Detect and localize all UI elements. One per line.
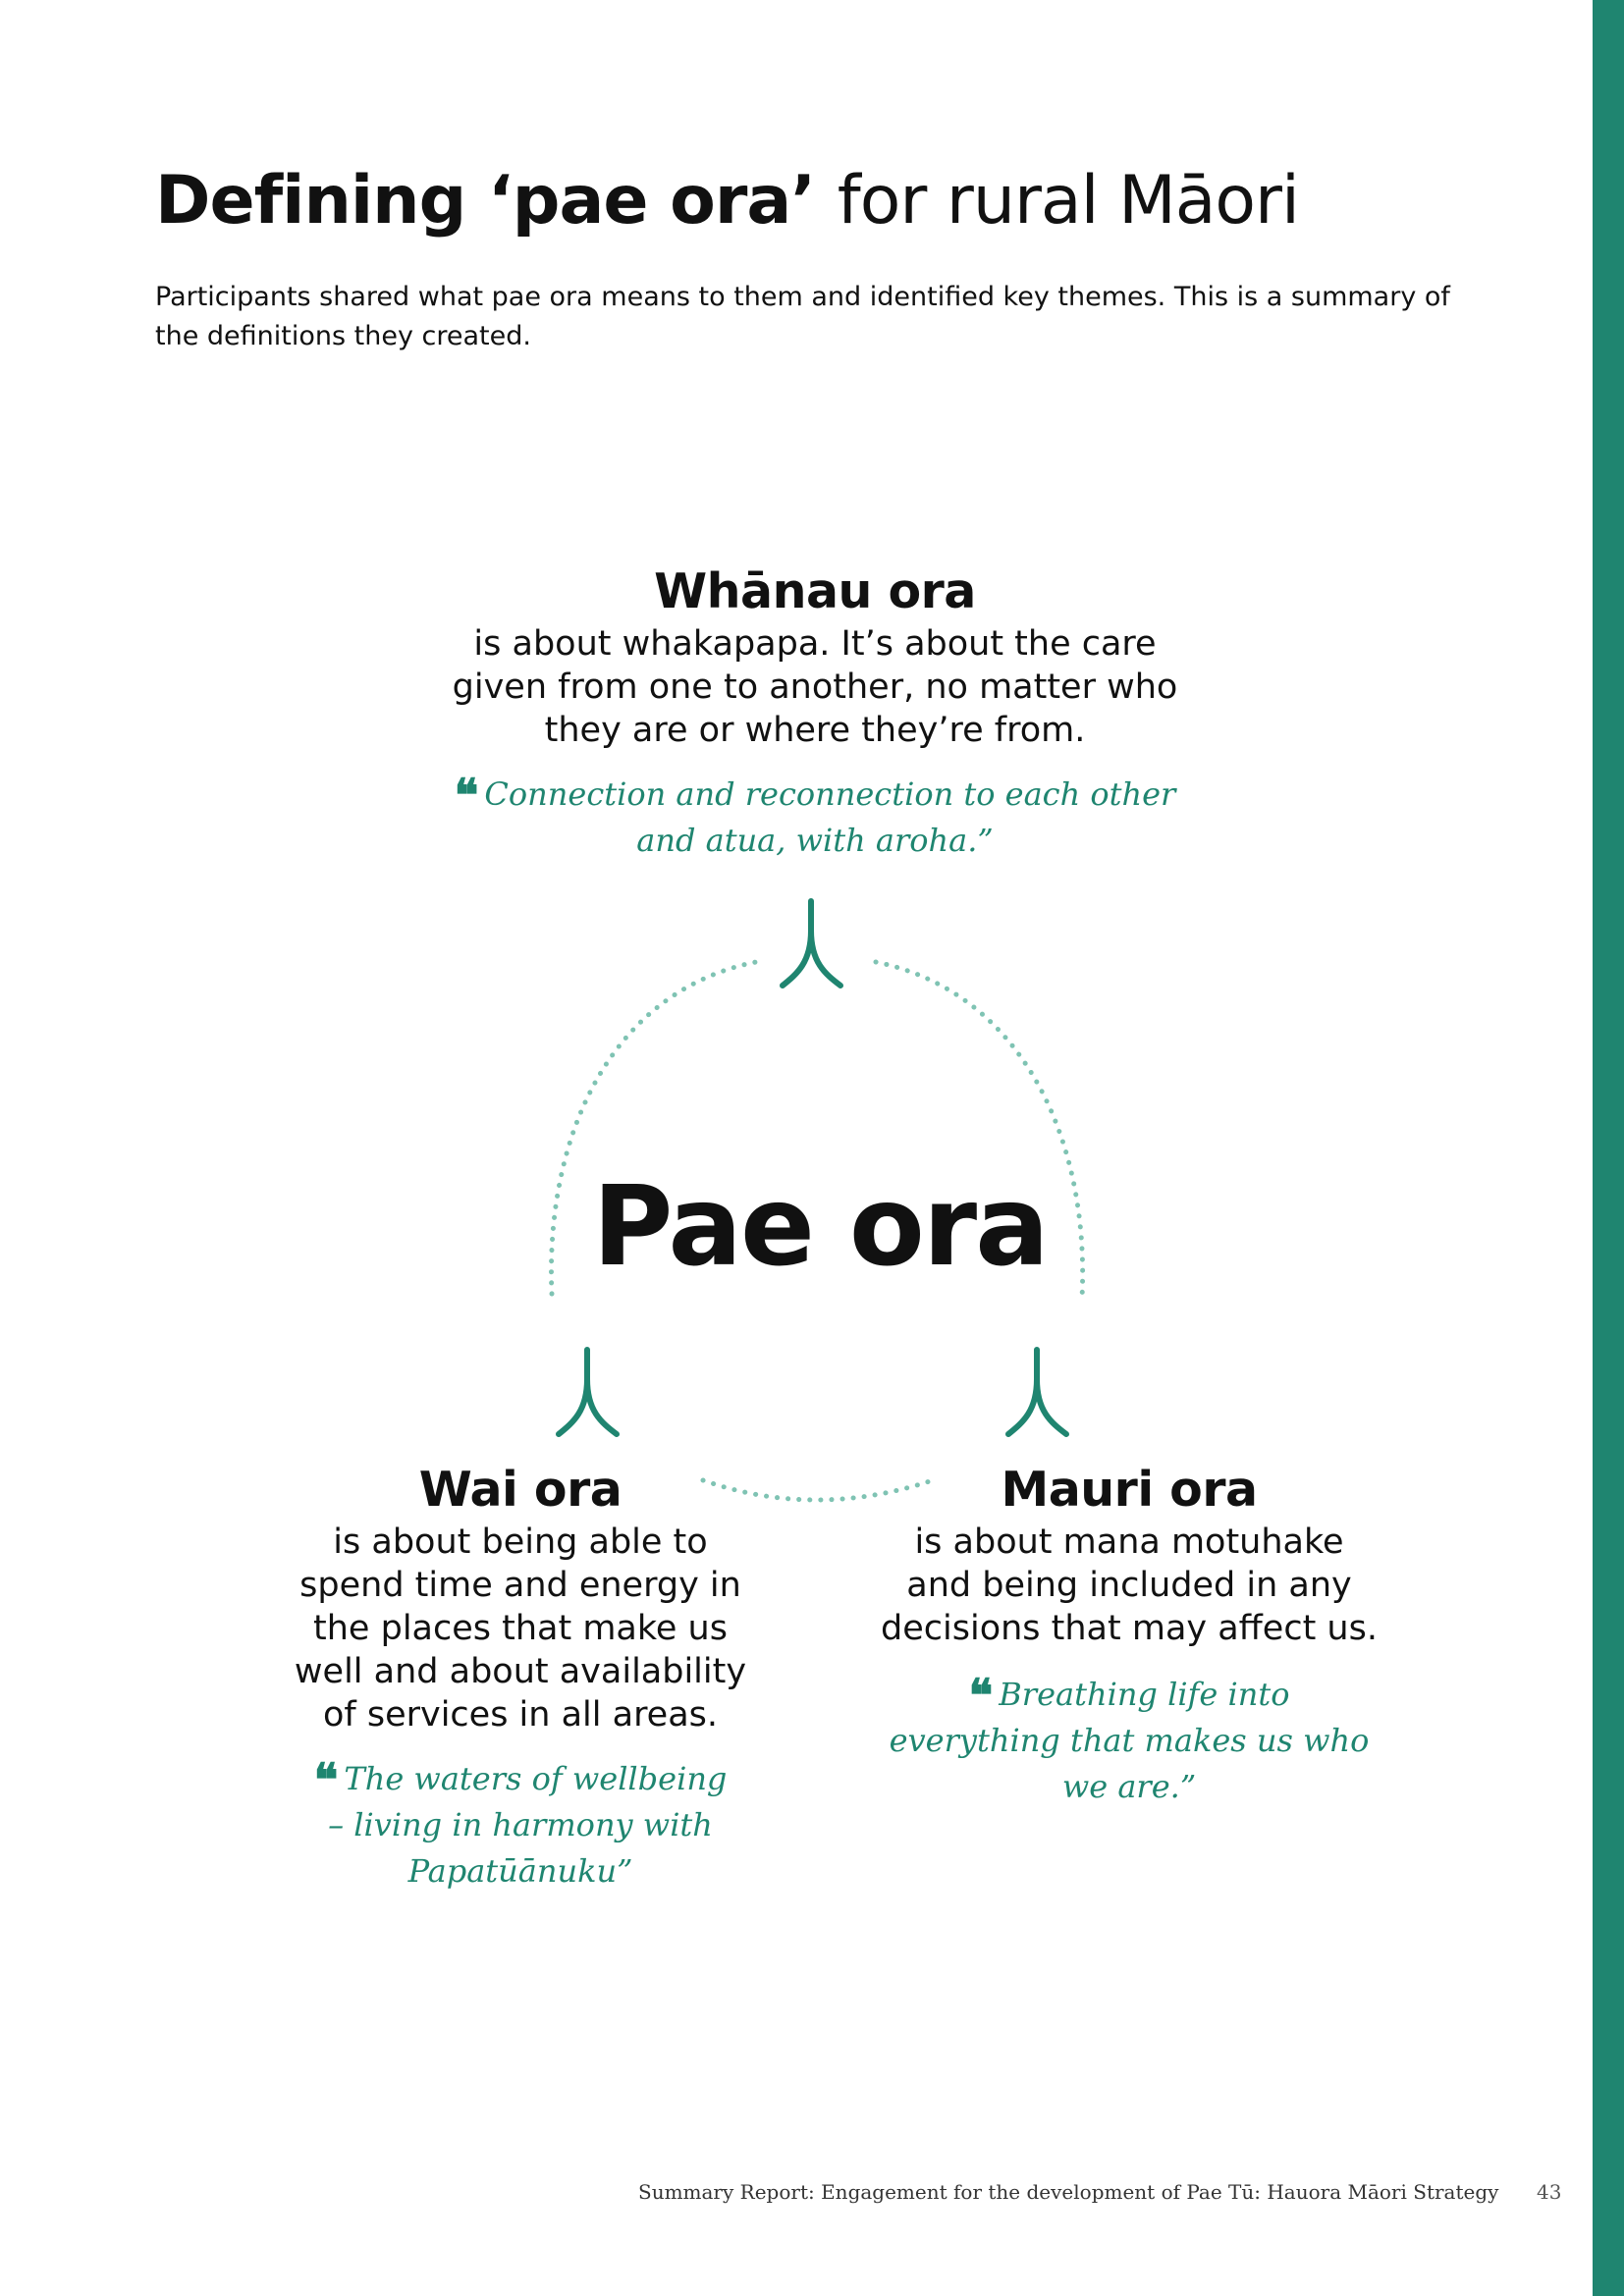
section-description — [844, 1521, 1414, 1650]
description-line: they are or where they’re from. — [544, 711, 1086, 750]
quote-line: we are.” — [1061, 1768, 1197, 1805]
koru-arrow-icon-left — [559, 1350, 617, 1434]
quote-mark-icon: ❝ — [313, 1753, 339, 1806]
quote-line — [844, 1669, 1414, 1722]
quote-line: Papatūānuku” — [407, 1852, 633, 1890]
description-line: is about whakapapa. It’s about the care — [473, 624, 1157, 664]
koru-arrow-icon-top — [783, 901, 840, 986]
page-title-bold: Defining ‘pae ora’ — [155, 162, 816, 240]
section-mauri-ora — [844, 1460, 1414, 1810]
description-line: is about mana motuhake — [914, 1522, 1344, 1562]
quote-mark-icon: ❝ — [454, 769, 479, 822]
section-heading: Wai ora — [418, 1462, 623, 1518]
description-line: of services in all areas. — [322, 1695, 719, 1735]
section-wai-ora — [275, 1460, 766, 1895]
section-heading: Mauri ora — [1001, 1462, 1258, 1518]
description-line: and being included in any — [906, 1566, 1352, 1605]
section-quote — [412, 769, 1218, 864]
description-line: the places that make us — [313, 1609, 728, 1648]
page-number: 43 — [1537, 2180, 1562, 2204]
section-description — [412, 622, 1218, 752]
quote-line: and atua, with aroha.” — [636, 822, 994, 859]
quote-line — [412, 769, 1218, 822]
description-line: decisions that may affect us. — [881, 1609, 1378, 1648]
quote-line: everything that makes us who — [889, 1722, 1370, 1759]
quote-text: The waters of wellbeing — [344, 1760, 728, 1797]
description-line: well and about availability — [294, 1652, 747, 1691]
center-title: Pae ora — [592, 1163, 1048, 1291]
section-quote — [275, 1753, 766, 1895]
intro-text: Participants shared what pae ora means to them and identified key themes. This is a summary of the definitions they created. — [155, 282, 1450, 351]
section-heading: Whānau ora — [654, 563, 976, 619]
quote-text: Connection and reconnection to each other — [484, 775, 1176, 813]
quote-line: – living in harmony with — [328, 1806, 713, 1843]
quote-text: Breathing life into — [999, 1676, 1290, 1713]
description-line: given from one to another, no matter who — [452, 667, 1178, 707]
koru-arrow-icon-right — [1008, 1350, 1066, 1434]
description-line: spend time and energy in — [299, 1566, 741, 1605]
quote-line — [275, 1753, 766, 1806]
section-whanau-ora — [412, 561, 1218, 864]
footer-text: Summary Report: Engagement for the development of Pae Tū: Hauora Māori Strategy — [638, 2180, 1499, 2204]
quote-mark-icon: ❝ — [968, 1669, 994, 1722]
description-line: is about being able to — [333, 1522, 708, 1562]
section-quote — [844, 1669, 1414, 1810]
page-title-normal: for rural Māori — [837, 162, 1299, 240]
section-description — [275, 1521, 766, 1736]
